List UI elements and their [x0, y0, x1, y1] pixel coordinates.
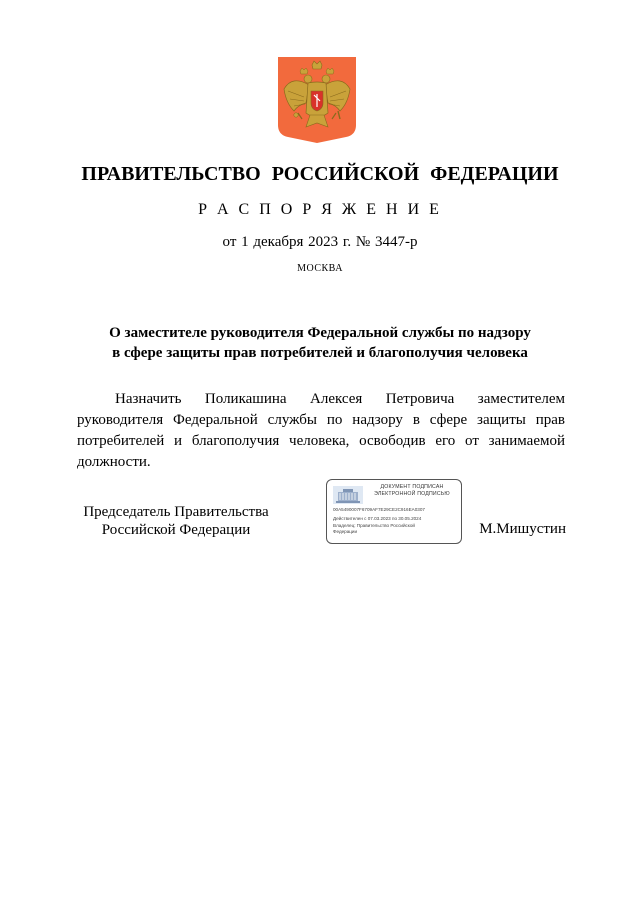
subject-line-2: в сфере защиты прав потребителей и благополучия человека — [112, 345, 528, 361]
stamp-owner-line-2: Федерации — [333, 529, 358, 534]
government-title: ПРАВИТЕЛЬСТВО РОССИЙСКОЙ ФЕДЕРАЦИИ — [81, 163, 559, 185]
stamp-owner-line-1: Владелец: Правительство Российской — [333, 523, 415, 528]
government-building-icon — [333, 486, 363, 504]
stamp-validity: Действителен с 07.03.2023 по 30.05.2024 — [333, 516, 422, 521]
electronic-signature-stamp — [326, 479, 462, 544]
document-subject — [80, 323, 560, 363]
coat-of-arms-icon — [276, 55, 358, 145]
signer-name: М.Мишустин — [479, 521, 566, 537]
subject-line-1: О заместителе руководителя Федеральной службы по надзору — [109, 325, 531, 341]
signer-position-line-1: Председатель Правительства — [83, 504, 269, 520]
signer-position-line-2: Российской Федерации — [101, 522, 251, 538]
document-date-number: от 1 декабря 2023 г. № 3447-р — [222, 234, 418, 250]
stamp-certificate: 00A5490007F6709AF7E29CE2C916EA0307 — [333, 507, 425, 512]
stamp-heading-line-2: ЭЛЕКТРОННОЙ ПОДПИСЬЮ — [374, 491, 450, 497]
stamp-heading — [365, 484, 459, 498]
city-name: МОСКВА — [297, 263, 343, 274]
body-paragraph: Назначить Поликашина Алексея Петровича заместителем руководителя Федеральной службы по надзору в сфере защиты прав потребителей и благополучия человека, освободив его от занимаемой должности. — [77, 391, 565, 470]
stamp-heading-line-1: ДОКУМЕНТ ПОДПИСАН — [380, 484, 444, 490]
document-type: Р А С П О Р Я Ж Е Н И Е — [198, 201, 442, 218]
signer-position — [78, 503, 274, 539]
